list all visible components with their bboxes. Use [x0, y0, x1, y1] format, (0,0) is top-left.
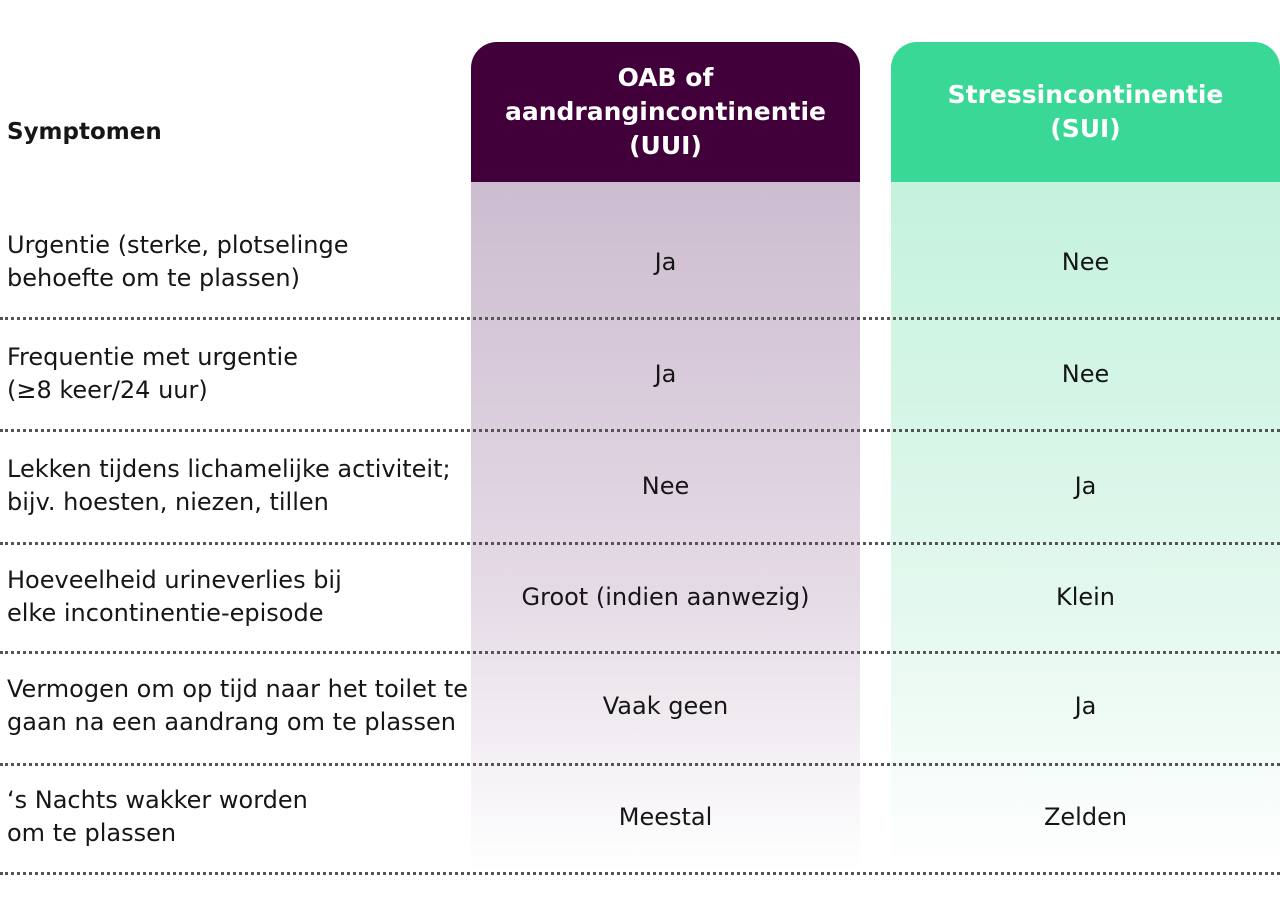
symptom-label: Urgentie (sterke, plotselinge behoefte om te plassen)	[7, 231, 349, 292]
oab-column-header-label: OAB of aandrangincontinentie (UUI)	[504, 63, 827, 160]
table-row-leakage	[0, 430, 1280, 542]
sui-value: Klein	[1055, 582, 1116, 611]
sui-column-header	[891, 42, 1280, 182]
sui-value: Ja	[1074, 471, 1097, 500]
symptom-label: Frequentie met urgentie (≥8 keer/24 uur)	[7, 343, 298, 404]
symptom-label: Lekken tijdens lichamelijke activiteit; bijv. hoesten, niezen, tillen	[7, 455, 451, 516]
oab-value: Nee	[641, 471, 690, 500]
symptom-label: Vermogen om op tijd naar het toilet te gaan na een aandrang om te plassen	[7, 675, 469, 736]
symptom-label: ‘s Nachts wakker worden om te plassen	[7, 786, 308, 847]
oab-value: Groot (indien aanwezig)	[521, 582, 810, 611]
table-row-amount	[0, 541, 1280, 653]
symptoms-column-header: Symptomen	[7, 119, 162, 145]
symptom-label: Hoeveelheid urineverlies bij elke incontinentie-episode	[7, 566, 342, 627]
sui-value: Nee	[1061, 359, 1110, 388]
oab-value: Ja	[654, 359, 677, 388]
oab-column-header	[471, 42, 860, 182]
table-row-nocturia	[0, 761, 1280, 873]
sui-column-header-label: Stressincontinentie (SUI)	[947, 80, 1224, 143]
sui-value: Nee	[1061, 247, 1110, 276]
table-row-urgency	[0, 206, 1280, 318]
sui-value: Ja	[1074, 691, 1097, 720]
table-row-frequency	[0, 318, 1280, 430]
oab-value: Ja	[654, 247, 677, 276]
sui-value: Zelden	[1043, 802, 1128, 831]
table-row-toilet	[0, 650, 1280, 762]
row-divider	[0, 872, 1280, 875]
oab-value: Meestal	[618, 802, 713, 831]
oab-value: Vaak geen	[602, 691, 729, 720]
